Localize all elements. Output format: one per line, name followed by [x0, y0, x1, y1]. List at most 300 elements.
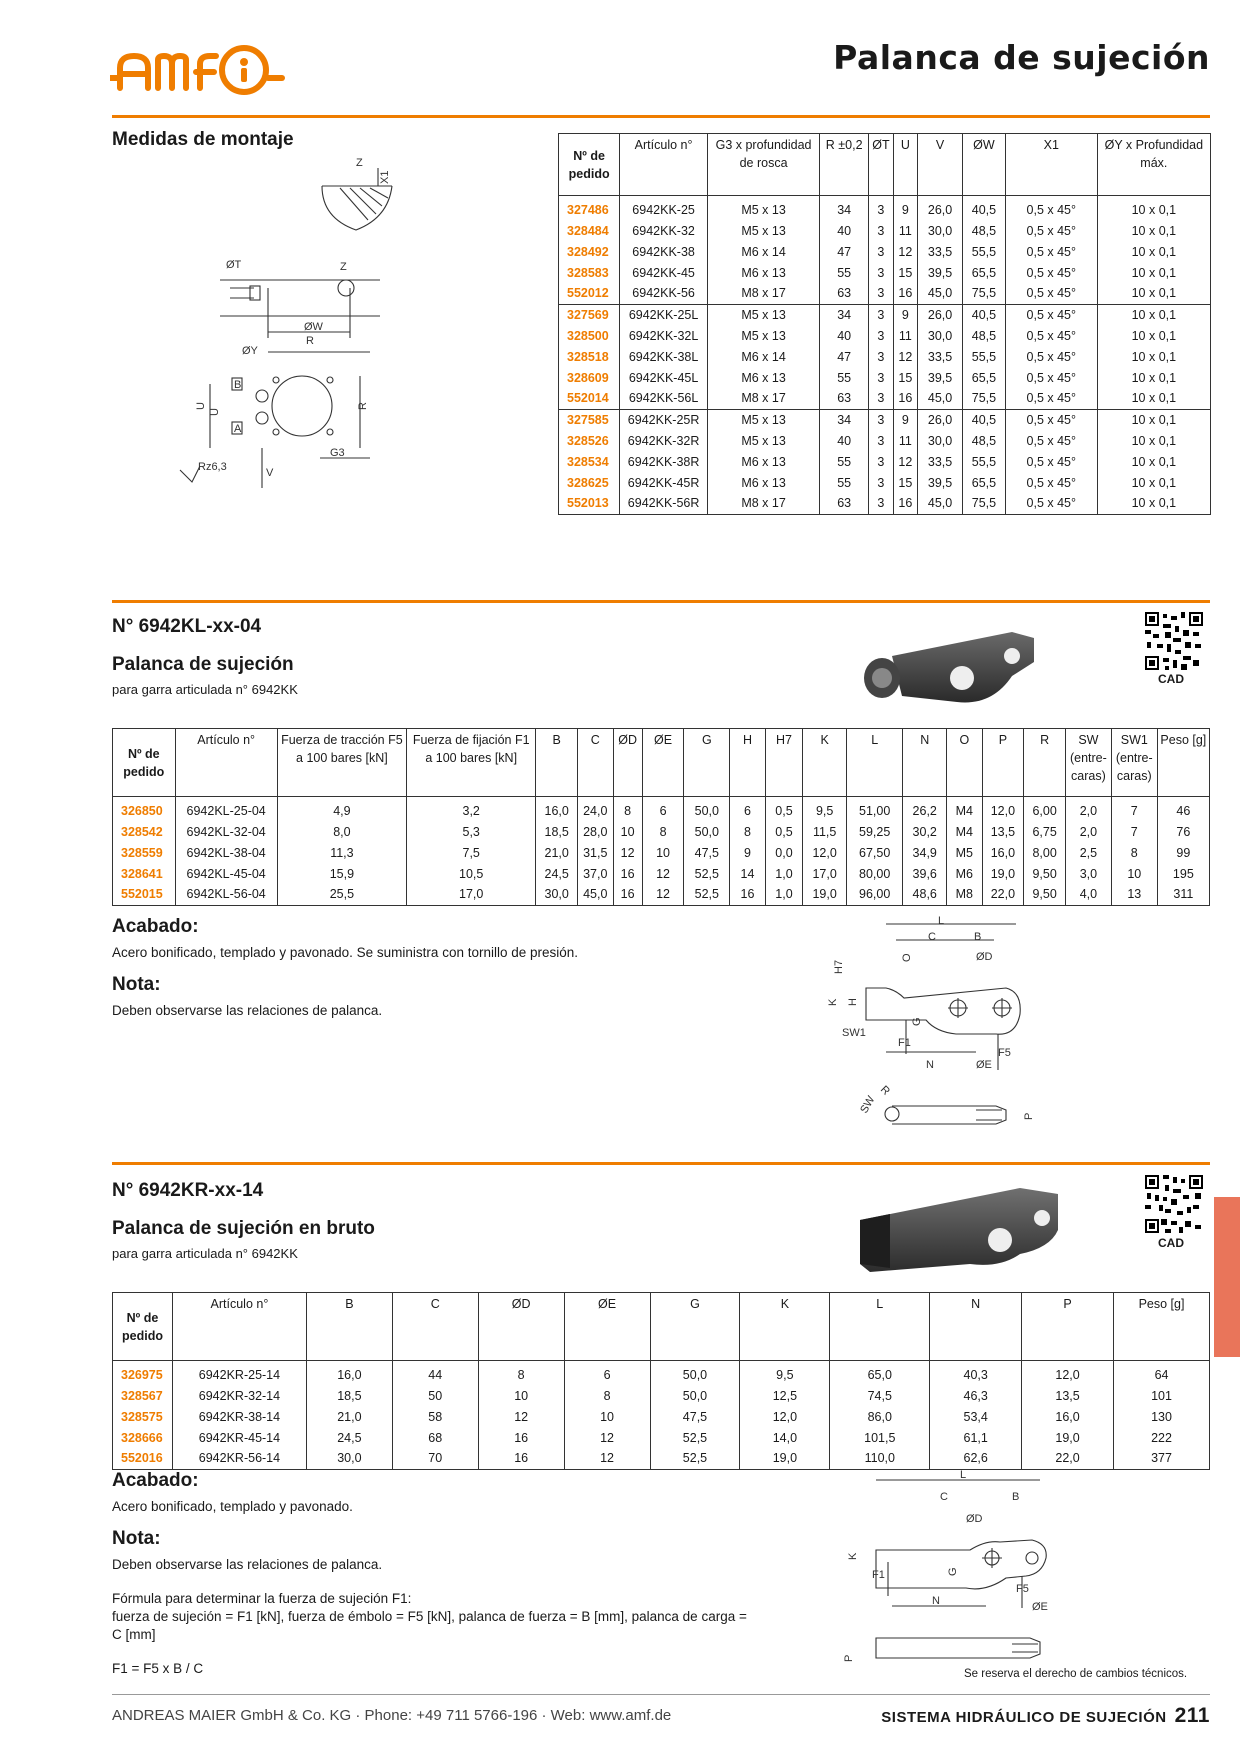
table-cell: 9	[730, 842, 765, 863]
svg-text:X1: X1	[379, 170, 391, 184]
table-cell: 70	[392, 1448, 478, 1469]
table-cell: 3,2	[407, 797, 536, 822]
table-cell: 50,0	[650, 1385, 740, 1406]
order-number-link[interactable]: 552014	[559, 388, 620, 409]
table-cell: 47,5	[684, 842, 730, 863]
table-cell: 44	[392, 1361, 478, 1386]
table-cell: 40	[820, 430, 869, 451]
col-header: Fuerza de fijación F1 a 100 bares [kN]	[407, 729, 536, 797]
kr-subtitle: para garra articulada n° 6942KK	[112, 1246, 298, 1261]
table-cell: 10 x 0,1	[1097, 346, 1210, 367]
svg-text:G: G	[911, 1017, 923, 1026]
svg-text:F1: F1	[898, 1037, 911, 1049]
order-number-link[interactable]: 327486	[559, 196, 620, 221]
order-number-link[interactable]: 328567	[113, 1385, 173, 1406]
col-header: H7	[765, 729, 803, 797]
table-cell: 3	[869, 367, 893, 388]
table-cell: 53,4	[930, 1406, 1022, 1427]
table-cell: 16	[893, 388, 917, 409]
table-cell: 3,0	[1065, 863, 1111, 884]
svg-text:B: B	[974, 931, 982, 943]
table-row	[559, 325, 1211, 346]
col-header: P	[982, 729, 1024, 797]
table-row	[113, 884, 1210, 905]
table-cell: 10 x 0,1	[1097, 325, 1210, 346]
table-cell: 50,0	[684, 821, 730, 842]
col-header: ØT	[869, 134, 893, 196]
table-cell: 0,5	[765, 797, 803, 822]
table-row	[559, 283, 1211, 304]
table-cell: 99	[1157, 842, 1209, 863]
table-cell: 6942KK-45R	[620, 472, 708, 493]
table-cell: 3	[869, 304, 893, 325]
table-cell: 2,0	[1065, 821, 1111, 842]
table-cell: 11	[893, 220, 917, 241]
order-number-link[interactable]: 328583	[559, 262, 620, 283]
footer-company: ANDREAS MAIER GmbH & Co. KG · Phone: +49 711 5766-196 · Web: www.amf.de	[112, 1707, 672, 1724]
svg-text:F5: F5	[998, 1047, 1011, 1059]
svg-text:H7: H7	[833, 959, 845, 974]
col-header: ØD	[613, 729, 642, 797]
svg-text:R: R	[877, 1083, 892, 1098]
table-cell: 377	[1114, 1448, 1210, 1469]
svg-text:G3: G3	[330, 447, 345, 459]
table-cell: 48,5	[963, 220, 1006, 241]
table-cell: 39,5	[918, 472, 963, 493]
col-header: Peso [g]	[1114, 1293, 1210, 1361]
table-cell: 55	[820, 262, 869, 283]
table-cell: 24,5	[306, 1427, 392, 1448]
table-cell: 13,5	[1022, 1385, 1114, 1406]
svg-text:B: B	[234, 379, 242, 391]
order-number-link[interactable]: 328641	[113, 863, 176, 884]
table-cell: 8	[564, 1385, 650, 1406]
kr-finish-title: Acabado:	[112, 1470, 199, 1491]
table-cell: 9	[893, 196, 917, 221]
table-cell: 17,0	[407, 884, 536, 905]
table-cell: M4	[947, 797, 982, 822]
svg-text:SW1: SW1	[842, 1027, 866, 1039]
table-cell: 65,5	[963, 472, 1006, 493]
col-header: K	[803, 729, 847, 797]
table-cell: 40,5	[963, 304, 1006, 325]
table-cell: 6942KL-45-04	[175, 863, 277, 884]
table-cell: 0,5 x 45°	[1005, 472, 1097, 493]
table-cell: 101	[1114, 1385, 1210, 1406]
svg-text:ØT: ØT	[226, 259, 242, 271]
col-header: ØW	[963, 134, 1006, 196]
table-cell: 10	[613, 821, 642, 842]
kr-formula-intro: Fórmula para determinar la fuerza de sujeción F1:	[112, 1591, 412, 1606]
order-number-link[interactable]: 328625	[559, 472, 620, 493]
table-cell: 6,00	[1024, 797, 1066, 822]
table-row	[113, 1385, 1210, 1406]
kl-title: Palanca de sujeción	[112, 654, 294, 675]
svg-text:H: H	[847, 998, 859, 1006]
col-header: C	[578, 729, 613, 797]
order-number-link[interactable]: 328518	[559, 346, 620, 367]
table-cell: 48,5	[963, 430, 1006, 451]
table-cell: 8	[642, 821, 684, 842]
table-cell: 15	[893, 262, 917, 283]
col-header: N	[930, 1293, 1022, 1361]
table-cell: 0,5 x 45°	[1005, 430, 1097, 451]
svg-text:R: R	[357, 402, 369, 410]
col-header: G	[650, 1293, 740, 1361]
kr-note-text: Deben observarse las relaciones de palanca.	[112, 1557, 383, 1572]
table-cell: 6942KR-32-14	[172, 1385, 306, 1406]
svg-text:SW: SW	[858, 1094, 878, 1116]
table-cell: 10	[564, 1406, 650, 1427]
table-cell: 55,5	[963, 451, 1006, 472]
qr-code-icon[interactable]	[1145, 1175, 1203, 1233]
table-cell: 45,0	[918, 283, 963, 304]
table-row	[559, 367, 1211, 388]
table-cell: 4,9	[277, 797, 406, 822]
table-cell: 12	[893, 346, 917, 367]
table-row	[559, 262, 1211, 283]
table-cell: 40	[820, 325, 869, 346]
table-cell: M5	[947, 842, 982, 863]
table-cell: 52,5	[684, 884, 730, 905]
table-cell: 63	[820, 388, 869, 409]
table-cell: M5 x 13	[707, 304, 819, 325]
table-cell: 3	[869, 283, 893, 304]
table-cell: 40,3	[930, 1361, 1022, 1386]
divider	[112, 600, 1210, 603]
table-cell: 3	[869, 241, 893, 262]
svg-text:P: P	[1023, 1112, 1035, 1120]
col-header: Peso [g]	[1157, 729, 1209, 797]
svg-text:N: N	[932, 1595, 940, 1607]
table-row	[113, 821, 1210, 842]
table-cell: 21,0	[306, 1406, 392, 1427]
table-cell: 40,5	[963, 196, 1006, 221]
order-number-link[interactable]: 552015	[113, 884, 176, 905]
table-cell: M5 x 13	[707, 196, 819, 221]
svg-text:U: U	[209, 408, 221, 416]
table-cell: 10 x 0,1	[1097, 220, 1210, 241]
table-cell: 19,0	[803, 884, 847, 905]
order-number-link[interactable]: 327569	[559, 304, 620, 325]
table-row	[559, 346, 1211, 367]
table-row	[559, 409, 1211, 430]
table-cell: 65,5	[963, 367, 1006, 388]
cad-link[interactable]: CAD	[1158, 672, 1184, 686]
table-cell: 75,5	[963, 388, 1006, 409]
table-cell: M5 x 13	[707, 325, 819, 346]
table-cell: 55	[820, 472, 869, 493]
table-cell: M8 x 17	[707, 283, 819, 304]
order-number-link[interactable]: 328534	[559, 451, 620, 472]
col-header: SW (entre- caras)	[1065, 729, 1111, 797]
table-cell: 17,0	[803, 863, 847, 884]
table-cell: 33,5	[918, 451, 963, 472]
table-cell: 76	[1157, 821, 1209, 842]
col-header: K	[740, 1293, 830, 1361]
table-cell: 0,5 x 45°	[1005, 409, 1097, 430]
table-cell: M5 x 13	[707, 409, 819, 430]
cad-link[interactable]: CAD	[1158, 1236, 1184, 1250]
table-cell: 34	[820, 409, 869, 430]
table-cell: 48,6	[903, 884, 947, 905]
kl-note-text: Deben observarse las relaciones de palanca.	[112, 1003, 383, 1018]
table-cell: 13,5	[982, 821, 1024, 842]
kl-note-title: Nota:	[112, 974, 161, 995]
svg-text:C: C	[928, 931, 936, 943]
table-cell: 0,5 x 45°	[1005, 493, 1097, 514]
svg-text:R: R	[306, 335, 314, 347]
table-cell: 6942KK-38R	[620, 451, 708, 472]
table-cell: M6 x 13	[707, 472, 819, 493]
mounting-table	[558, 133, 1211, 515]
table-cell: 7	[1111, 821, 1157, 842]
table-row	[559, 220, 1211, 241]
table-cell: 50,0	[650, 1361, 740, 1386]
table-cell: 11,3	[277, 842, 406, 863]
svg-text:V: V	[266, 467, 274, 479]
kr-product-image	[860, 1184, 1060, 1274]
table-cell: 0,5 x 45°	[1005, 304, 1097, 325]
table-cell: 16	[893, 493, 917, 514]
kr-formula-description: fuerza de sujeción = F1 [kN], fuerza de émbolo = F5 [kN], palanca de fuerza = B [mm], palanca de carga = C [mm]	[112, 1609, 747, 1642]
table-cell: 34	[820, 196, 869, 221]
table-cell: 55,5	[963, 346, 1006, 367]
table-cell: 6942KL-38-04	[175, 842, 277, 863]
table-cell: 9,5	[803, 797, 847, 822]
table-cell: 30,0	[918, 325, 963, 346]
kl-finish-title: Acabado:	[112, 916, 199, 937]
table-cell: 80,00	[847, 863, 903, 884]
table-cell: 12	[613, 842, 642, 863]
table-cell: 15,9	[277, 863, 406, 884]
qr-code-icon[interactable]	[1145, 612, 1203, 670]
order-number-link[interactable]: 326975	[113, 1361, 173, 1386]
order-number-link[interactable]: 552016	[113, 1448, 173, 1469]
col-header: R ±0,2	[820, 134, 869, 196]
col-header: Fuerza de tracción F5 a 100 bares [kN]	[277, 729, 406, 797]
order-number-link[interactable]: 328559	[113, 842, 176, 863]
table-cell: 11,5	[803, 821, 847, 842]
order-number-link[interactable]: 328542	[113, 821, 176, 842]
table-cell: 12,0	[982, 797, 1024, 822]
table-cell: 9,50	[1024, 884, 1066, 905]
svg-text:F1: F1	[872, 1569, 885, 1581]
table-cell: M8 x 17	[707, 493, 819, 514]
col-header: G	[684, 729, 730, 797]
svg-text:O: O	[901, 953, 913, 962]
mounting-title: Medidas de montaje	[112, 129, 294, 150]
col-header: L	[847, 729, 903, 797]
table-cell: 6942KK-25R	[620, 409, 708, 430]
table-cell: 101,5	[830, 1427, 930, 1448]
order-number-link[interactable]: 328609	[559, 367, 620, 388]
col-header: Nº de pedido	[113, 729, 176, 797]
drawing-label-z: Z	[356, 157, 363, 169]
col-header: Nº de pedido	[113, 1293, 173, 1361]
table-row	[559, 241, 1211, 262]
kl-number: N° 6942KL-xx-04	[112, 616, 262, 637]
table-cell: 19,0	[982, 863, 1024, 884]
col-header: Artículo n°	[172, 1293, 306, 1361]
table-cell: 10 x 0,1	[1097, 451, 1210, 472]
table-cell: 9	[893, 304, 917, 325]
order-number-link[interactable]: 552012	[559, 283, 620, 304]
table-cell: 75,5	[963, 493, 1006, 514]
table-cell: 8	[730, 821, 765, 842]
table-cell: 47	[820, 346, 869, 367]
table-cell: 10 x 0,1	[1097, 283, 1210, 304]
table-cell: 10 x 0,1	[1097, 388, 1210, 409]
table-cell: 2,0	[1065, 797, 1111, 822]
table-cell: 26,0	[918, 409, 963, 430]
col-header: ØE	[642, 729, 684, 797]
table-cell: 51,00	[847, 797, 903, 822]
table-cell: 6942KR-56-14	[172, 1448, 306, 1469]
table-cell: M8 x 17	[707, 388, 819, 409]
table-cell: 34,9	[903, 842, 947, 863]
table-cell: 47	[820, 241, 869, 262]
kl-product-image	[862, 626, 1042, 710]
order-number-link[interactable]: 328526	[559, 430, 620, 451]
side-tab	[1214, 1197, 1240, 1357]
table-cell: 195	[1157, 863, 1209, 884]
table-cell: 31,5	[578, 842, 613, 863]
table-cell: 18,5	[536, 821, 578, 842]
table-cell: 222	[1114, 1427, 1210, 1448]
table-cell: 0,0	[765, 842, 803, 863]
divider	[112, 115, 1210, 118]
table-cell: 6942KL-32-04	[175, 821, 277, 842]
order-number-link[interactable]: 326850	[113, 797, 176, 822]
table-cell: 67,50	[847, 842, 903, 863]
svg-text:Z: Z	[340, 261, 347, 273]
table-cell: 6942KK-25	[620, 196, 708, 221]
table-row	[559, 304, 1211, 325]
table-cell: 3	[869, 493, 893, 514]
table-cell: 18,5	[306, 1385, 392, 1406]
table-cell: 45,0	[578, 884, 613, 905]
col-header: C	[392, 1293, 478, 1361]
table-cell: 12	[564, 1448, 650, 1469]
table-cell: 12	[564, 1427, 650, 1448]
table-cell: 33,5	[918, 241, 963, 262]
table-cell: 37,0	[578, 863, 613, 884]
table-cell: 30,0	[918, 220, 963, 241]
table-cell: 6942KR-45-14	[172, 1427, 306, 1448]
table-cell: 55,5	[963, 241, 1006, 262]
svg-text:P: P	[843, 1654, 855, 1662]
kl-table	[112, 728, 1210, 906]
table-cell: 10,5	[407, 863, 536, 884]
table-cell: 7,5	[407, 842, 536, 863]
table-cell: 0,5 x 45°	[1005, 451, 1097, 472]
table-row	[559, 493, 1211, 514]
order-number-link[interactable]: 552013	[559, 493, 620, 514]
table-cell: 3	[869, 409, 893, 430]
table-cell: 6942KR-25-14	[172, 1361, 306, 1386]
table-cell: 6942KK-38L	[620, 346, 708, 367]
col-header: R	[1024, 729, 1066, 797]
order-number-link[interactable]: 328492	[559, 241, 620, 262]
svg-text:N: N	[926, 1059, 934, 1071]
table-cell: 19,0	[740, 1448, 830, 1469]
table-cell: 21,0	[536, 842, 578, 863]
svg-text:ØD: ØD	[976, 951, 993, 963]
svg-text:L: L	[938, 915, 945, 927]
table-cell: 26,0	[918, 304, 963, 325]
table-cell: 10 x 0,1	[1097, 241, 1210, 262]
table-cell: 11	[893, 430, 917, 451]
table-cell: 10 x 0,1	[1097, 472, 1210, 493]
order-number-link[interactable]: 328575	[113, 1406, 173, 1427]
table-cell: 39,5	[918, 367, 963, 388]
table-cell: 10 x 0,1	[1097, 409, 1210, 430]
table-row	[559, 388, 1211, 409]
table-cell: 6942KK-56L	[620, 388, 708, 409]
table-cell: 6942KL-25-04	[175, 797, 277, 822]
table-cell: 13	[1111, 884, 1157, 905]
table-cell: 0,5 x 45°	[1005, 367, 1097, 388]
table-cell: 6942KK-38	[620, 241, 708, 262]
table-cell: 40,5	[963, 409, 1006, 430]
table-cell: 10 x 0,1	[1097, 493, 1210, 514]
col-header: H	[730, 729, 765, 797]
order-number-link[interactable]: 328666	[113, 1427, 173, 1448]
table-cell: 6942KK-56R	[620, 493, 708, 514]
table-cell: 8	[478, 1361, 564, 1386]
table-cell: 50	[392, 1385, 478, 1406]
table-cell: 8	[1111, 842, 1157, 863]
table-cell: M4	[947, 821, 982, 842]
table-cell: 10 x 0,1	[1097, 367, 1210, 388]
footer-divider	[112, 1694, 1210, 1695]
svg-text:ØD: ØD	[966, 1513, 983, 1525]
col-header: P	[1022, 1293, 1114, 1361]
table-cell: 40	[820, 220, 869, 241]
table-cell: 16	[613, 884, 642, 905]
table-cell: M6	[947, 863, 982, 884]
col-header: L	[830, 1293, 930, 1361]
table-cell: 52,5	[650, 1448, 740, 1469]
table-cell: 63	[820, 283, 869, 304]
table-cell: 6942KK-32L	[620, 325, 708, 346]
table-cell: 12,0	[740, 1406, 830, 1427]
table-cell: 8	[613, 797, 642, 822]
table-cell: 0,5	[765, 821, 803, 842]
table-cell: 3	[869, 220, 893, 241]
table-cell: 3	[869, 262, 893, 283]
table-cell: 0,5 x 45°	[1005, 262, 1097, 283]
order-number-link[interactable]: 328500	[559, 325, 620, 346]
table-cell: 12,0	[803, 842, 847, 863]
table-cell: 9,5	[740, 1361, 830, 1386]
table-cell: 68	[392, 1427, 478, 1448]
col-header: N	[903, 729, 947, 797]
order-number-link[interactable]: 327585	[559, 409, 620, 430]
table-cell: 10 x 0,1	[1097, 262, 1210, 283]
order-number-link[interactable]: 328484	[559, 220, 620, 241]
table-cell: 19,0	[1022, 1427, 1114, 1448]
table-cell: 0,5 x 45°	[1005, 346, 1097, 367]
page-title: Palanca de sujeción	[833, 38, 1210, 77]
col-header: ØY x Profundidad máx.	[1097, 134, 1210, 196]
table-cell: 14	[730, 863, 765, 884]
table-cell: 0,5 x 45°	[1005, 325, 1097, 346]
table-cell: 6942KK-32	[620, 220, 708, 241]
table-cell: 0,5 x 45°	[1005, 241, 1097, 262]
table-cell: 11	[893, 325, 917, 346]
